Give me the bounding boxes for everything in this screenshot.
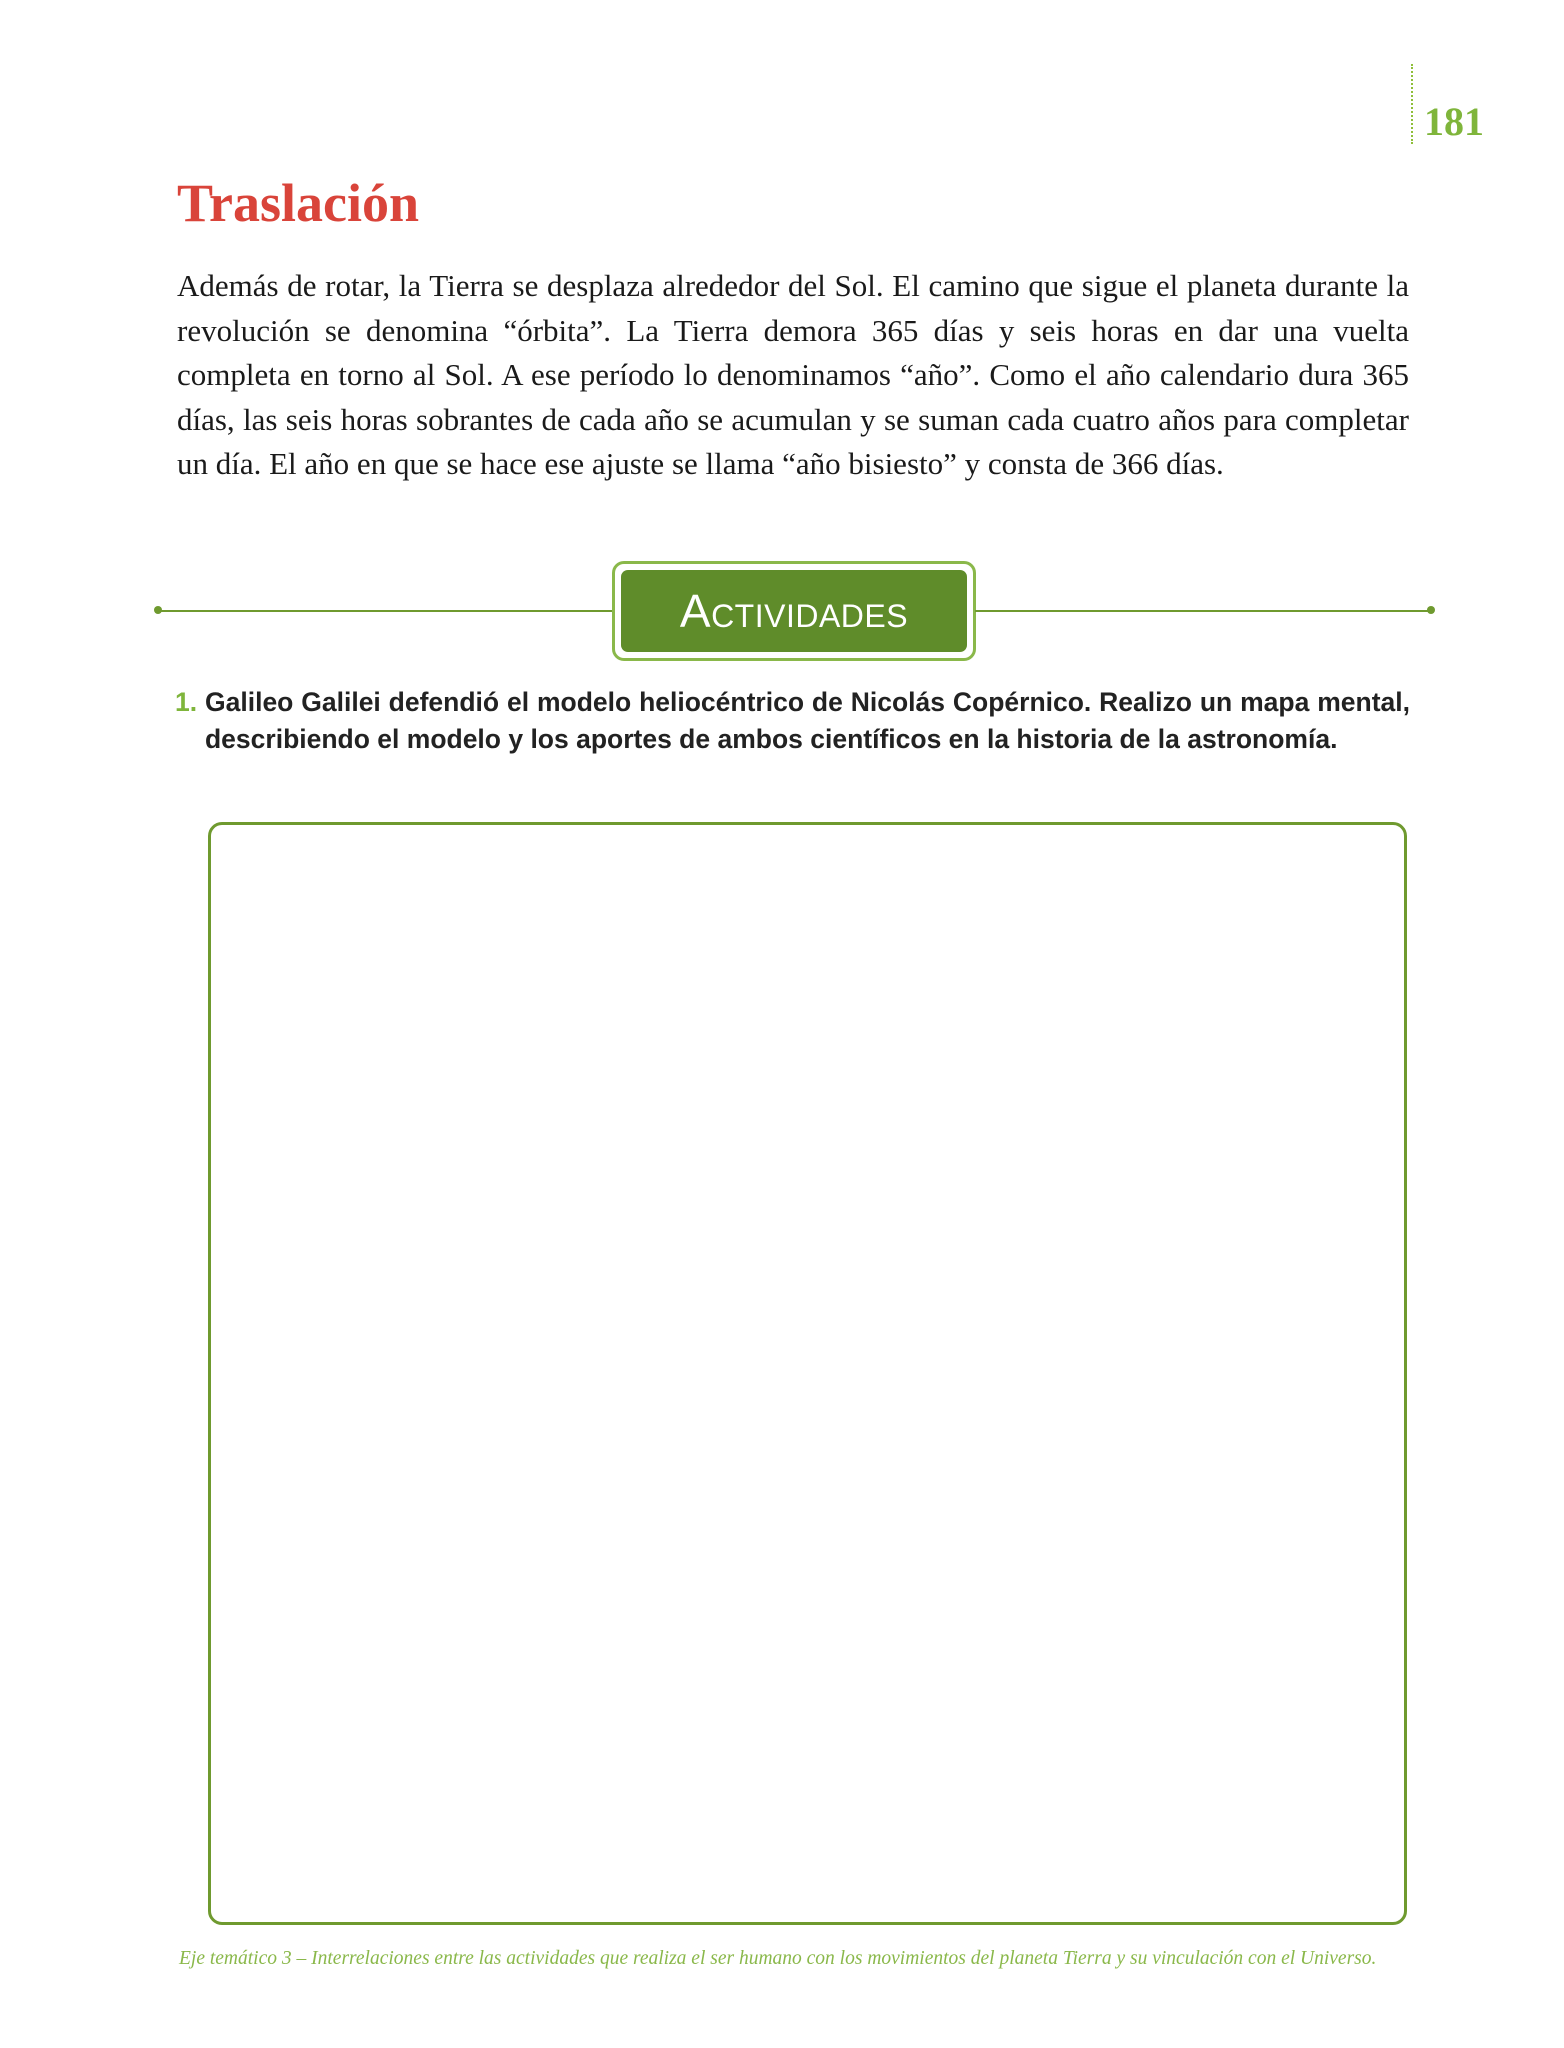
activity-item [175, 684, 1410, 758]
activities-heading: Actividades [679, 585, 909, 637]
answer-box[interactable] [208, 822, 1407, 1925]
page-number-divider [1411, 64, 1413, 144]
activities-badge [612, 561, 976, 661]
section-title: Traslación [177, 173, 419, 233]
activities-badge-fill [621, 570, 967, 652]
divider-line-right [975, 610, 1431, 612]
activity-text: Galileo Galilei defendió el modelo heliocéntrico de Nicolás Copérnico. Realizo un mapa mental, describiendo el modelo y los aportes de ambos científicos en la historia de la astronomía. [205, 687, 1410, 754]
divider-end-dot [1427, 606, 1435, 614]
page-number: 181 [1424, 99, 1484, 144]
footer-text: Eje temático 3 – Interrelaciones entre las actividades que realiza el ser humano con los movimientos del planeta Tierra y su vinculación con el Universo. [179, 1948, 1377, 1969]
activity-number: 1. [175, 687, 198, 717]
divider-line-left [158, 610, 613, 612]
body-paragraph: Además de rotar, la Tierra se desplaza alrededor del Sol. El camino que sigue el planeta durante la revolución se denomina “órbita”. La Tierra demora 365 días y seis horas en dar una vuelta completa en torno al Sol. A ese período lo denominamos “año”. Como el año calendario dura 365 días, las seis horas sobrantes de cada año se acumulan y se suman cada cuatro años para completar un día. El año en que se hace ese ajuste se llama “año bisiesto” y consta de 366 días. [177, 268, 1409, 481]
